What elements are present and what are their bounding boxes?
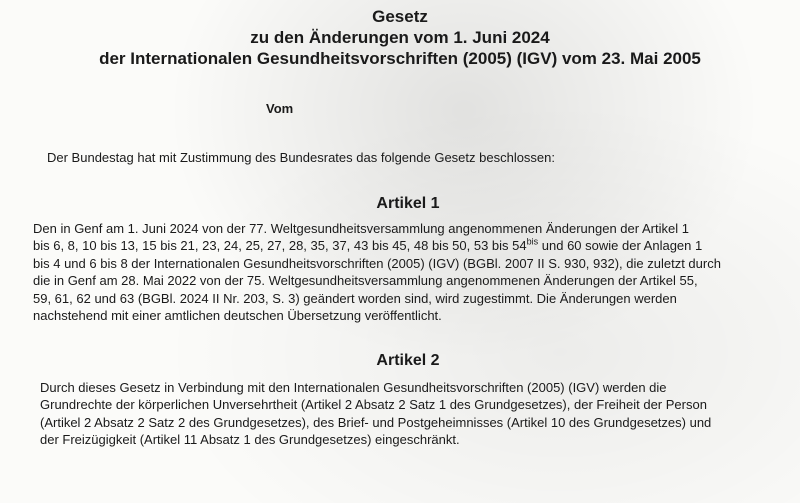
superscript-bis: bis <box>526 237 539 248</box>
article-2-line: der Freizügigkeit (Artikel 11 Absatz 1 des Grundgesetzes) eingeschränkt. <box>40 432 460 448</box>
article-1-line-text: und 60 sowie der Anlagen 1 <box>538 238 703 254</box>
preamble: Der Bundestag hat mit Zustimmung des Bundesrates das folgende Gesetz beschlossen: <box>47 150 556 165</box>
law-subtitle-regulations: der Internationalen Gesundheitsvorschriften (2005) (IGV) vom 23. Mai 2005 <box>99 49 701 68</box>
article-1-text <box>33 220 779 324</box>
date-label: Vom <box>266 101 294 116</box>
article-2-text <box>40 379 780 449</box>
article-1-line <box>33 237 779 254</box>
article-2-heading: Artikel 2 <box>376 352 440 369</box>
article-1-line: nachstehend mit einer amtlichen deutschen Übersetzung veröffentlicht. <box>33 308 442 324</box>
article-1-line: 59, 61, 62 und 63 (BGBl. 2024 II Nr. 203, S. 3) geändert worden sind, wird zugestimmt. Die Änderungen werden <box>33 290 677 306</box>
article-1-heading: Artikel 1 <box>376 195 440 212</box>
article-1-line: Den in Genf am 1. Juni 2024 von der 77. Weltgesundheitsversammlung angenommenen Änderungen der Artikel 1 <box>33 221 689 236</box>
article-1-line: bis 4 und 6 bis 8 der Internationalen Gesundheitsvorschriften (2005) (IGV) (BGBl. 2007 II S. 930, 932), die zuletzt durch <box>33 255 721 271</box>
article-2-line: Grundrechte der körperlichen Unversehrtheit (Artikel 2 Absatz 2 Satz 1 des Grundgesetzes), der Freiheit der Person <box>40 397 707 413</box>
law-title: Gesetz <box>372 7 428 26</box>
article-2-line: (Artikel 2 Absatz 2 Satz 2 des Grundgesetzes), des Brief- und Postgeheimnisses (Artikel 10 des Grundgesetzes) und <box>40 414 712 430</box>
article-1-line: die in Genf am 28. Mai 2022 von der 75. Weltgesundheitsversammlung angenommenen Änderungen der Artikel 55, <box>33 273 698 289</box>
article-2-line: Durch dieses Gesetz in Verbindung mit den Internationalen Gesundheitsvorschriften (2005) (IGV) werden die <box>40 380 667 395</box>
law-subtitle: zu den Änderungen vom 1. Juni 2024 <box>250 28 550 47</box>
article-1-line-text: bis 6, 8, 10 bis 13, 15 bis 21, 23, 24, 25, 27, 28, 35, 37, 43 bis 45, 48 bis 50, 53 bis 54 <box>33 238 527 254</box>
